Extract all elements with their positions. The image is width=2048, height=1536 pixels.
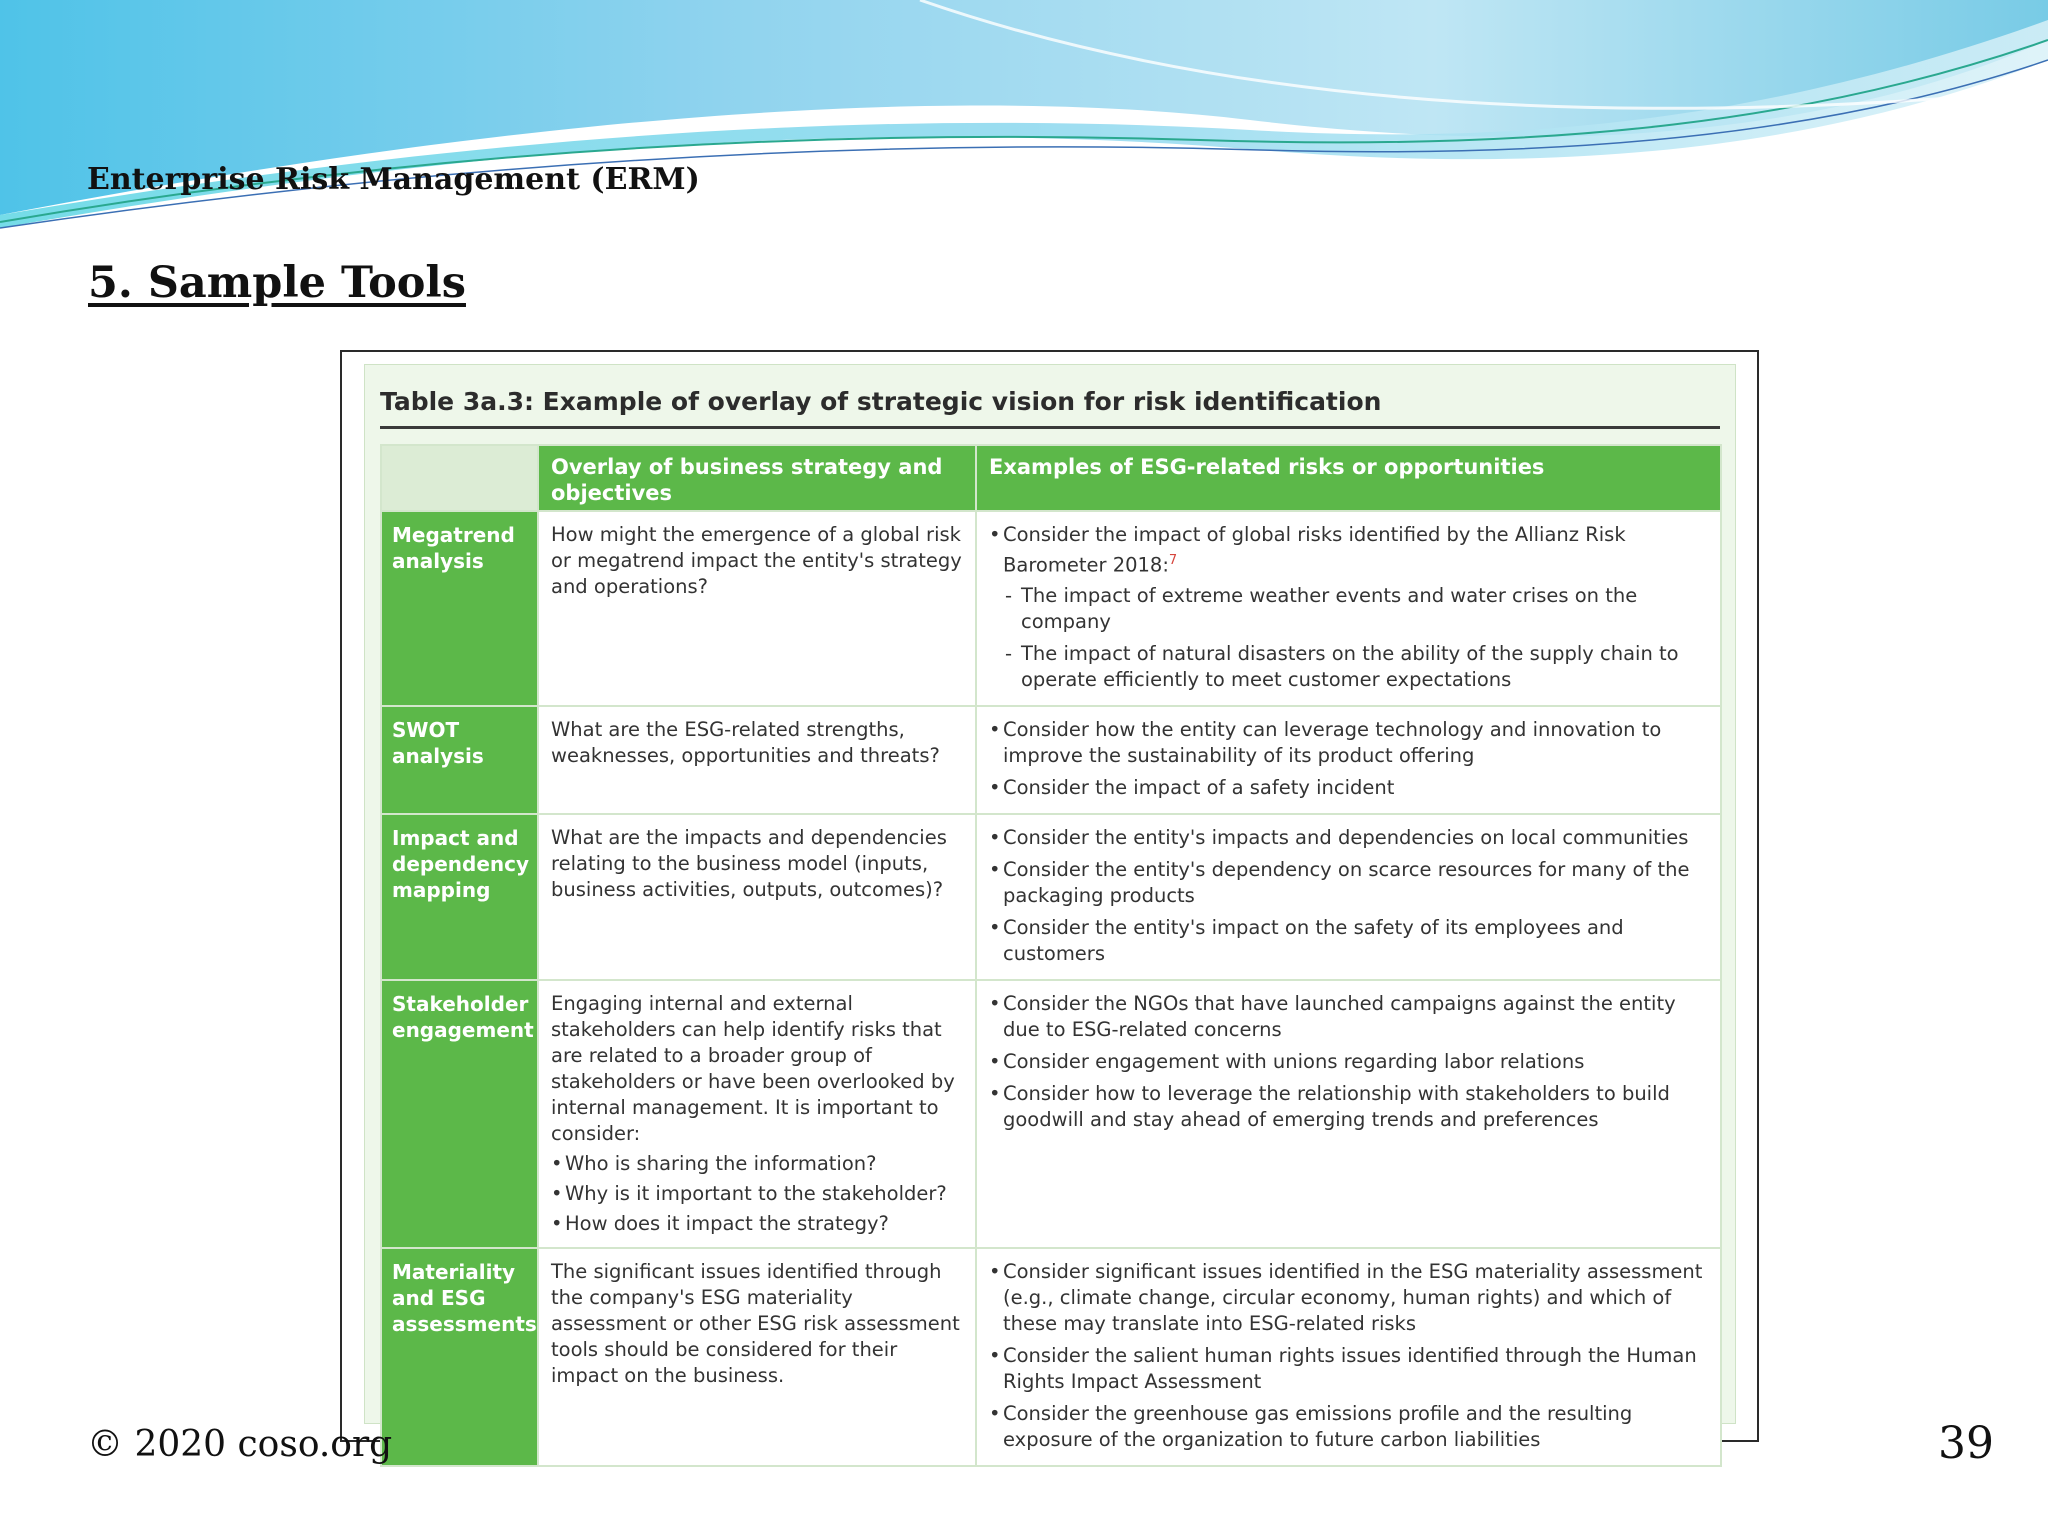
row-examples [976, 1248, 1721, 1466]
example-item: • Consider engagement with unions regarding labor relations [989, 1049, 1708, 1075]
table-row [381, 706, 1721, 814]
example-subitem: - The impact of extreme weather events and water crises on the company [1005, 583, 1708, 635]
row-label: SWOT analysis [381, 706, 538, 814]
question-bullet-list [551, 1151, 963, 1237]
question-bullet: • Who is sharing the information? [551, 1151, 963, 1177]
row-question-text: How might the emergence of a global risk or megatrend impact the entity's strategy and operations? [551, 523, 962, 598]
row-question-text: The significant issues identified through the company's ESG materiality assessment or other ESG risk assessment tools should be considered for their impact on the business. [551, 1259, 960, 1387]
example-item: • Consider how to leverage the relationship with stakeholders to build goodwill and stay ahead of emerging trends and preferences [989, 1081, 1708, 1133]
example-item: • Consider how the entity can leverage technology and innovation to improve the sustainability of its product offering [989, 717, 1708, 769]
header-wave-decoration [0, 0, 2048, 240]
column-header-strategy: Overlay of business strategy and objectives [538, 445, 976, 511]
row-examples [976, 706, 1721, 814]
row-examples [976, 511, 1721, 706]
row-question-text: What are the ESG-related strengths, weaknesses, opportunities and threats? [551, 717, 940, 767]
question-bullet: • Why is it important to the stakeholder? [551, 1181, 963, 1207]
page-number: 39 [1938, 1418, 1994, 1469]
example-list [989, 717, 1708, 801]
table-figure [340, 350, 1759, 1451]
example-list [989, 522, 1708, 693]
example-item: • Consider the entity's dependency on scarce resources for many of the packaging products [989, 857, 1708, 909]
example-item: • Consider the greenhouse gas emissions profile and the resulting exposure of the organization to future carbon liabilities [989, 1401, 1708, 1453]
example-item: • Consider the entity's impact on the safety of its employees and customers [989, 915, 1708, 967]
row-label: Materiality and ESG assessments [381, 1248, 538, 1466]
row-question-text: What are the impacts and dependencies relating to the business model (inputs, business activities, outputs, outcomes)? [551, 825, 947, 901]
row-examples [976, 814, 1721, 980]
table-row [381, 980, 1721, 1248]
row-question [538, 980, 976, 1248]
example-text: Consider the impact of global risks identified by the Allianz Risk Barometer 2018: [1003, 523, 1626, 577]
column-header-esg-examples: Examples of ESG-related risks or opportunities [976, 445, 1721, 511]
example-item: • Consider the entity's impacts and dependencies on local communities [989, 825, 1708, 851]
row-question-text: Engaging internal and external stakeholders can help identify risks that are related to a broader group of stakeholders or have been overlooked by internal management. It is important to consider: [551, 991, 955, 1145]
example-item [989, 522, 1708, 693]
example-sublist [1005, 583, 1708, 693]
example-item: • Consider the NGOs that have launched campaigns against the entity due to ESG-related concerns [989, 991, 1708, 1043]
table-header-row [381, 445, 1721, 511]
table-corner-cell [381, 445, 538, 511]
table-row [381, 511, 1721, 706]
risk-identification-table [380, 444, 1722, 1467]
slide-subtitle: 5. Sample Tools [88, 258, 466, 308]
example-subitem: - The impact of natural disasters on the ability of the supply chain to operate efficiently to meet customer expectations [1005, 641, 1708, 693]
table-row [381, 1248, 1721, 1466]
copyright-footer: © 2020 coso.org [87, 1424, 393, 1465]
table-row [381, 814, 1721, 980]
row-question [538, 1248, 976, 1466]
row-label: Stakeholder engagement [381, 980, 538, 1248]
example-list [989, 1259, 1708, 1453]
row-label: Impact and dependency mapping [381, 814, 538, 980]
table-panel [364, 364, 1736, 1451]
example-list [989, 991, 1708, 1133]
row-label: Megatrend analysis [381, 511, 538, 706]
slide-header: Enterprise Risk Management (ERM) [87, 162, 700, 197]
example-item: • Consider the impact of a safety incident [989, 775, 1708, 801]
row-examples [976, 980, 1721, 1248]
row-question [538, 511, 976, 706]
example-list [989, 825, 1708, 967]
question-bullet: • How does it impact the strategy? [551, 1211, 963, 1237]
example-item: • Consider the salient human rights issues identified through the Human Rights Impact Assessment [989, 1343, 1708, 1395]
row-question [538, 814, 976, 980]
example-item: • Consider significant issues identified in the ESG materiality assessment (e.g., climate change, circular economy, human rights) and which of these may translate into ESG-related risks [989, 1259, 1708, 1337]
reference-marker: 7 [1168, 553, 1178, 568]
table-title: Table 3a.3: Example of overlay of strategic vision for risk identification [380, 387, 1720, 429]
row-question [538, 706, 976, 814]
